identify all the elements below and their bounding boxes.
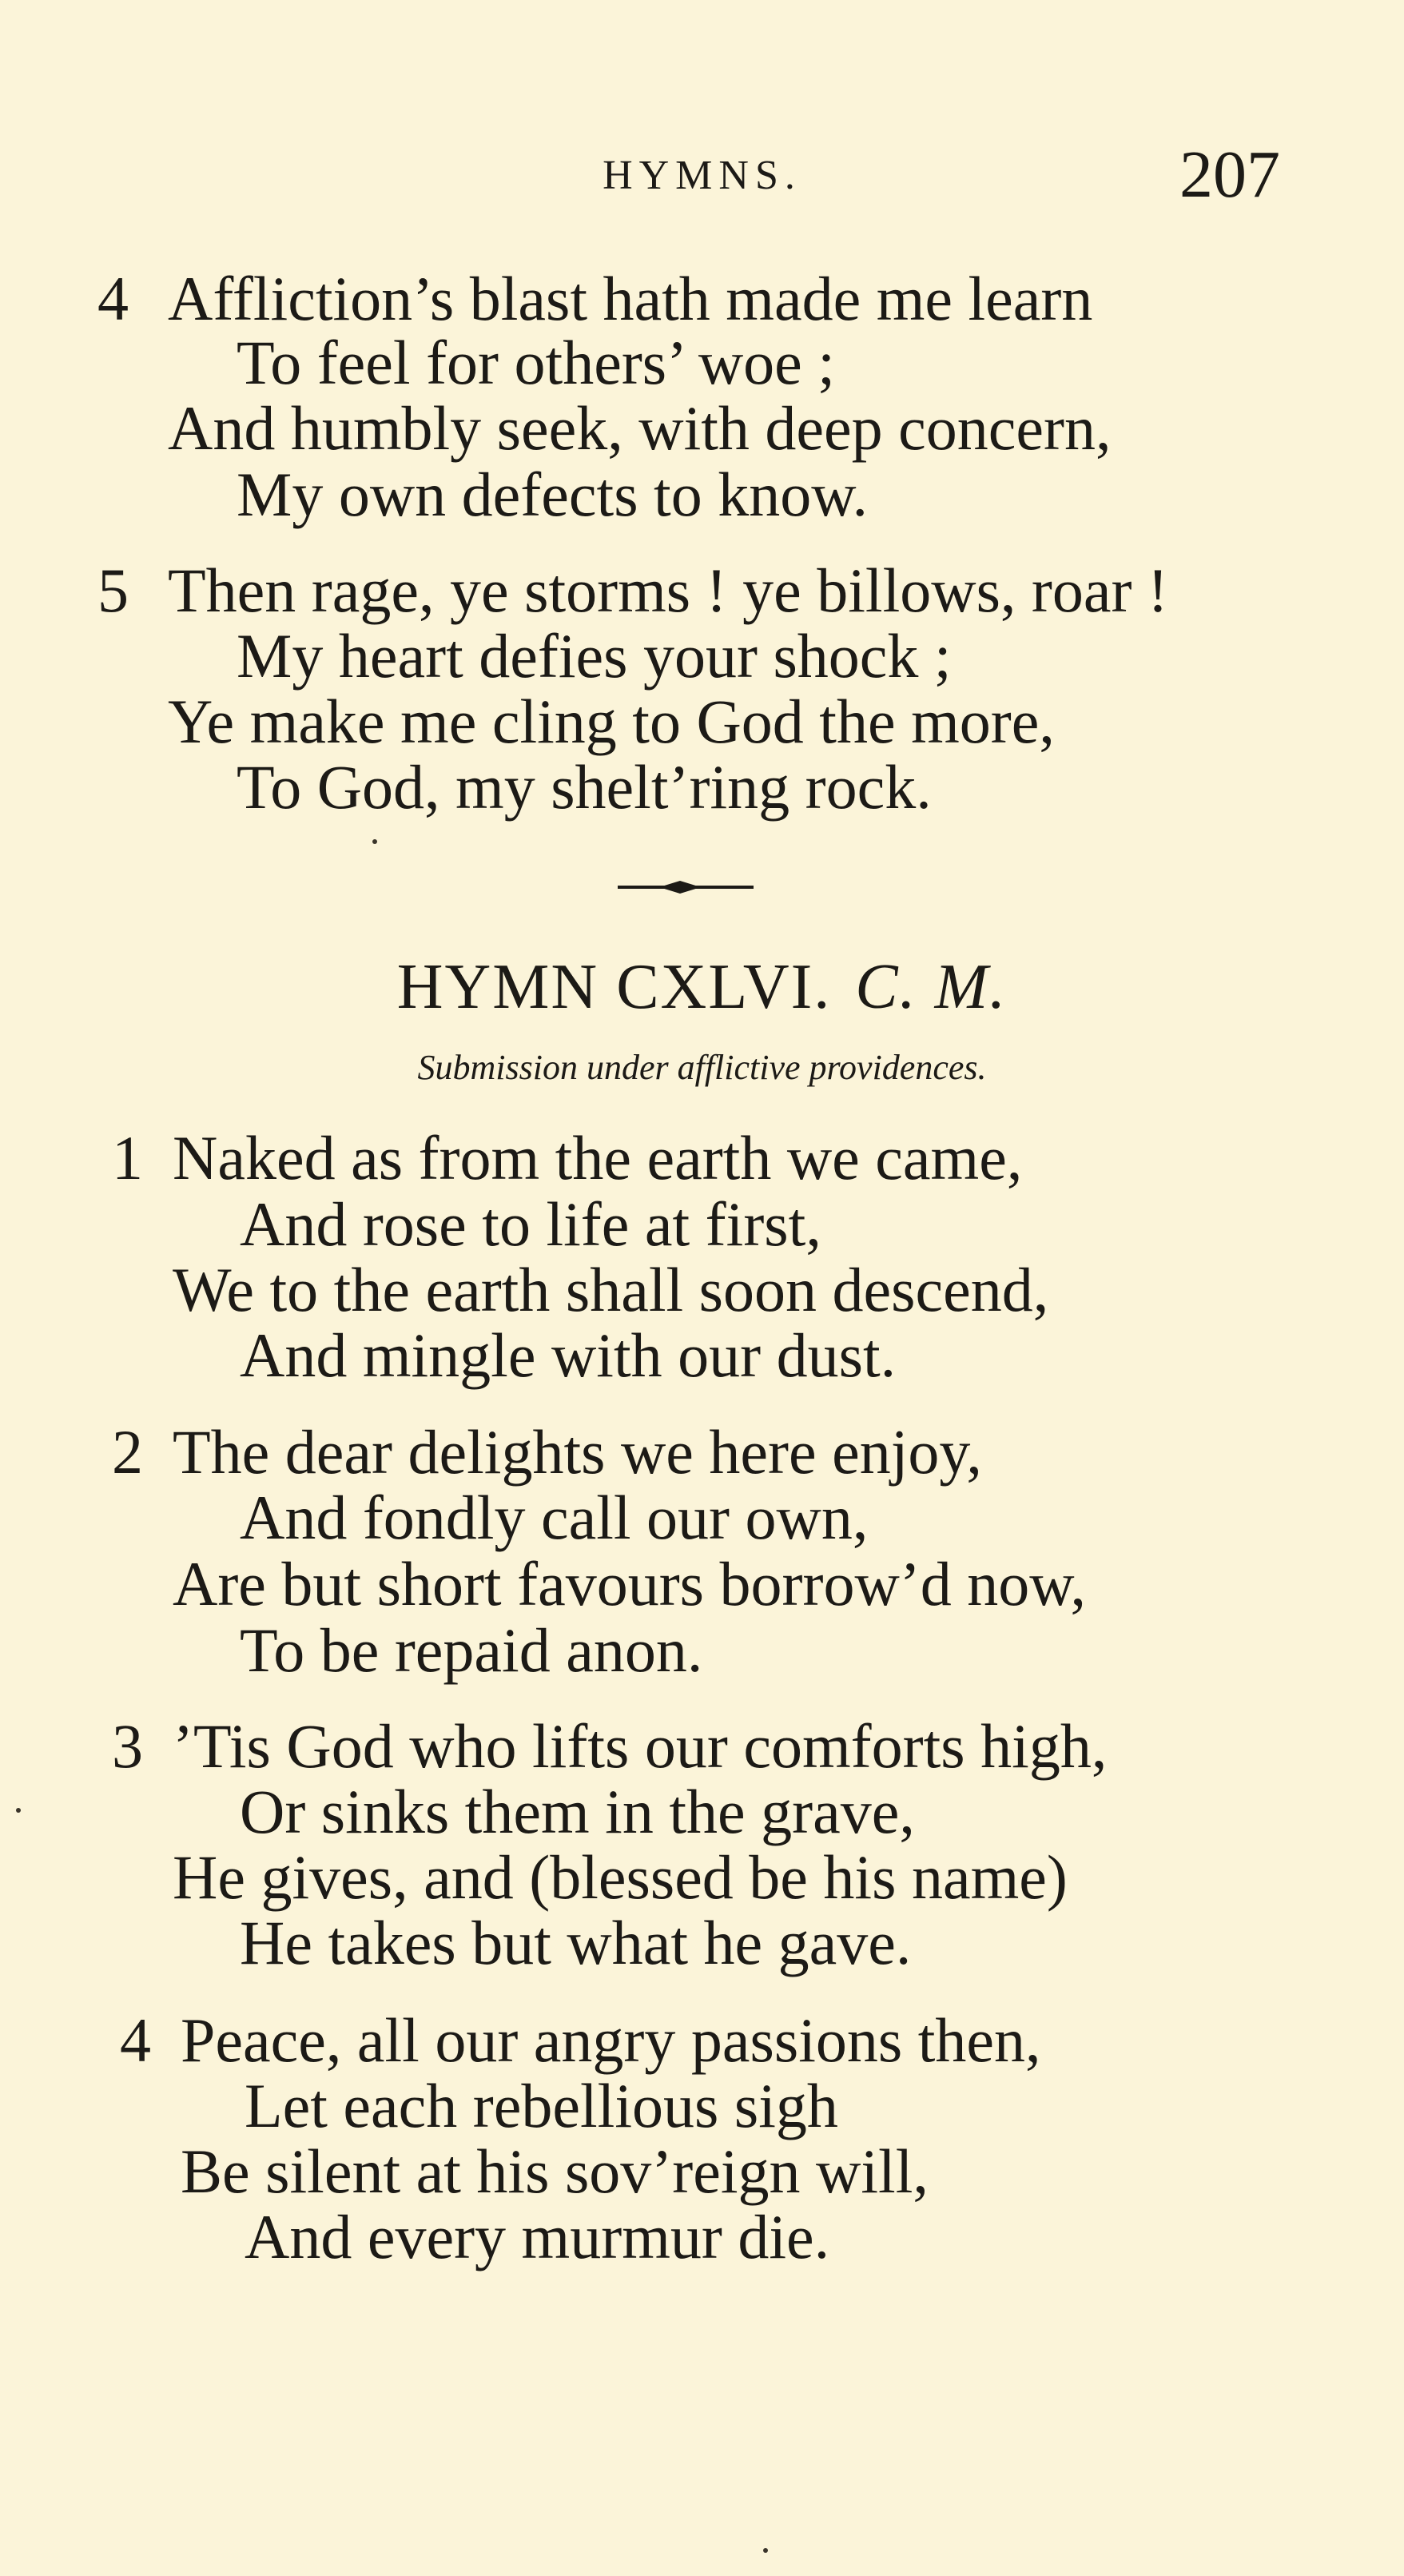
verse-line: And humbly seek, with deep concern, [168,393,1112,463]
verse-line: Ye make me cling to God the more, [168,687,1055,756]
verse-line: To God, my shelt’ring rock. [237,752,932,822]
verse-line: Let each rebellious sigh [245,2071,838,2140]
verse-number: 4 [120,2005,151,2075]
hymn-number: HYMN CXLVI. [396,952,832,1022]
verse-line: Affliction’s blast hath made me learn [168,264,1093,333]
verse-line: Peace, all our angry passions then, [181,2005,1041,2075]
verse-line: Are but short favours borrow’d now, [173,1549,1087,1618]
verse-number: 5 [97,555,129,625]
verse-number: 1 [112,1123,143,1192]
verse-line: And every murmur die. [245,2202,830,2271]
paper-speck [16,1808,21,1813]
verse-line: My own defects to know. [237,460,868,529]
verse-line: The dear delights we here enjoy, [173,1417,982,1487]
verse-line: And rose to life at first, [240,1189,821,1259]
verse-line: Or sinks them in the grave, [240,1777,915,1846]
verse-line: Be silent at his sov’reign will, [181,2136,929,2206]
verse-line: To feel for others’ woe ; [237,328,835,397]
verse-number: 3 [112,1711,143,1781]
hymn-subtitle: Submission under afflictive providences. [417,1048,987,1087]
hymn-meter: C. M. [855,952,1008,1022]
hymn-title [0,951,1404,1024]
verse-number: 4 [97,264,129,333]
verse-line: Naked as from the earth we came, [173,1123,1023,1192]
verse-line: And fondly call our own, [240,1483,869,1552]
verse-line: My heart defies your shock ; [237,621,952,691]
paper-speck [372,839,377,844]
verse-number: 2 [112,1417,143,1487]
verse-line: And mingle with our dust. [240,1320,897,1390]
verse-line: ’Tis God who lifts our comforts high, [173,1711,1108,1781]
ornament-rule [618,876,754,898]
verse-line: We to the earth shall soon descend, [173,1255,1049,1324]
paper-speck [763,2548,768,2553]
verse-line: To be repaid anon. [240,1615,703,1685]
verse-line: Then rage, ye storms ! ye billows, roar ! [168,555,1168,625]
page-number: 207 [1179,137,1280,212]
verse-line: He gives, and (blessed be his name) [173,1842,1068,1912]
running-head: HYMNS. [603,153,801,198]
verse-line: He takes but what he gave. [240,1908,912,1977]
